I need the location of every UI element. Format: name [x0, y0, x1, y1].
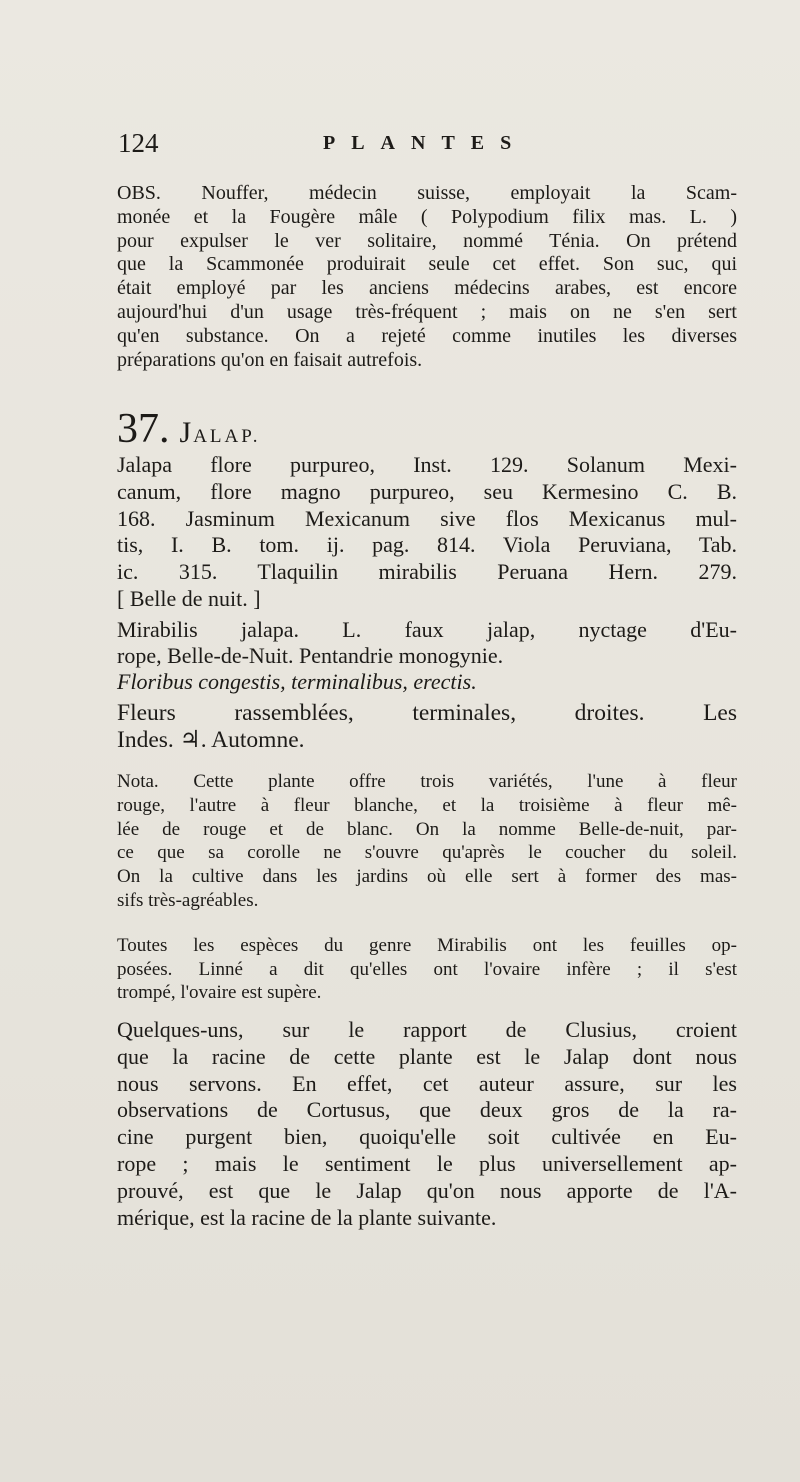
text-line: observations de Cortusus, que deux gros de la ra-	[117, 1097, 737, 1123]
text-line: cine purgent bien, quoiqu'elle soit cultivée en Eu-	[117, 1124, 737, 1150]
text-line: mérique, est la racine de la plante suivante.	[117, 1204, 497, 1230]
synonyms-paragraph	[117, 452, 737, 613]
text-line: monée et la Fougère mâle ( Polypodium filix mas. L. )	[117, 205, 737, 228]
text-line: On la cultive dans les jardins où elle sert à former des mas-	[117, 866, 737, 888]
text-line: 168. Jasminum Mexicanum sive flos Mexicanus mul-	[117, 505, 737, 531]
text-line: rouge, l'autre à fleur blanche, et la troisième à fleur mê-	[117, 794, 737, 816]
text-line: était employé par les anciens médecins arabes, est encore	[117, 277, 737, 300]
text-line: Floribus congestis, terminalibus, erectis.	[117, 669, 477, 694]
text-line: que la racine de cette plante est le Jalap dont nous	[117, 1043, 737, 1069]
text-line: [ Belle de nuit. ]	[117, 585, 261, 611]
entry-heading	[117, 405, 260, 451]
text-line: Mirabilis jalapa. L. faux jalap, nyctage d'Eu-	[117, 617, 737, 642]
entry-name	[180, 416, 261, 450]
text-line: qu'en substance. On a rejeté comme inutiles les diverses	[117, 324, 737, 347]
text-line: Quelques-uns, sur le rapport de Clusius, croient	[117, 1017, 737, 1042]
entry-name-rest: ALAP.	[193, 426, 261, 447]
mirabilis-paragraph	[117, 617, 737, 695]
page-number: 124	[118, 128, 159, 158]
text-line: Jalapa flore purpureo, Inst. 129. Solanum Mexi-	[117, 452, 737, 477]
text-line: Nota. Cette plante offre trois variétés, l'une à fleur	[117, 771, 737, 792]
text-line: canum, flore magno purpureo, seu Kermesino C. B.	[117, 478, 737, 504]
text-line: préparations qu'on en faisait autrefois.	[117, 348, 423, 371]
text-line: tis, I. B. tom. ij. pag. 814. Viola Peruviana, Tab.	[117, 532, 737, 558]
text-line: ic. 315. Tlaquilin mirabilis Peruana Hern. 279.	[117, 559, 737, 585]
text-line: prouvé, est que le Jalap qu'on nous apporte de l'A-	[117, 1177, 737, 1203]
nota-paragraph	[117, 770, 737, 913]
text-line: Indes. ♃. Automne.	[117, 727, 305, 753]
text-line: aujourd'hui d'un usage très-fréquent ; mais on ne s'en sert	[117, 300, 737, 323]
page-header	[118, 128, 718, 168]
running-title: PLANTES	[323, 132, 528, 154]
quelques-paragraph	[117, 1017, 737, 1231]
text-line: ce que sa corolle ne s'ouvre qu'après le coucher du soleil.	[117, 842, 737, 864]
entry-initial: J	[179, 416, 194, 449]
text-line: trompé, l'ovaire est supère.	[117, 982, 322, 1003]
text-line: OBS. Nouffer, médecin suisse, employait la Scam-	[117, 182, 737, 204]
text-line: rope, Belle-de-Nuit. Pentandrie monogynie.	[117, 643, 504, 668]
text-line: Fleurs rassemblées, terminales, droites. Les	[117, 700, 737, 726]
text-line: Toutes les espèces du genre Mirabilis ont les feuilles op-	[117, 935, 737, 956]
text-line: nous servons. En effet, cet auteur assure, sur les	[117, 1070, 737, 1096]
fleurs-paragraph	[117, 700, 737, 754]
obs-paragraph	[117, 182, 737, 372]
text-line: rope ; mais le sentiment le plus universellement ap-	[117, 1150, 737, 1176]
text-line: lée de rouge et de blanc. On la nomme Belle-de-nuit, par-	[117, 818, 737, 840]
toutes-paragraph	[117, 934, 737, 1005]
text-line: posées. Linné a dit qu'elles ont l'ovaire infère ; il s'est	[117, 958, 737, 980]
text-line: pour expulser le ver solitaire, nommé Ténia. On prétend	[117, 229, 737, 252]
text-line: sifs très-agréables.	[117, 889, 259, 911]
text-line: que la Scammonée produirait seule cet effet. Son suc, qui	[117, 253, 737, 276]
entry-number: 37.	[117, 406, 170, 452]
